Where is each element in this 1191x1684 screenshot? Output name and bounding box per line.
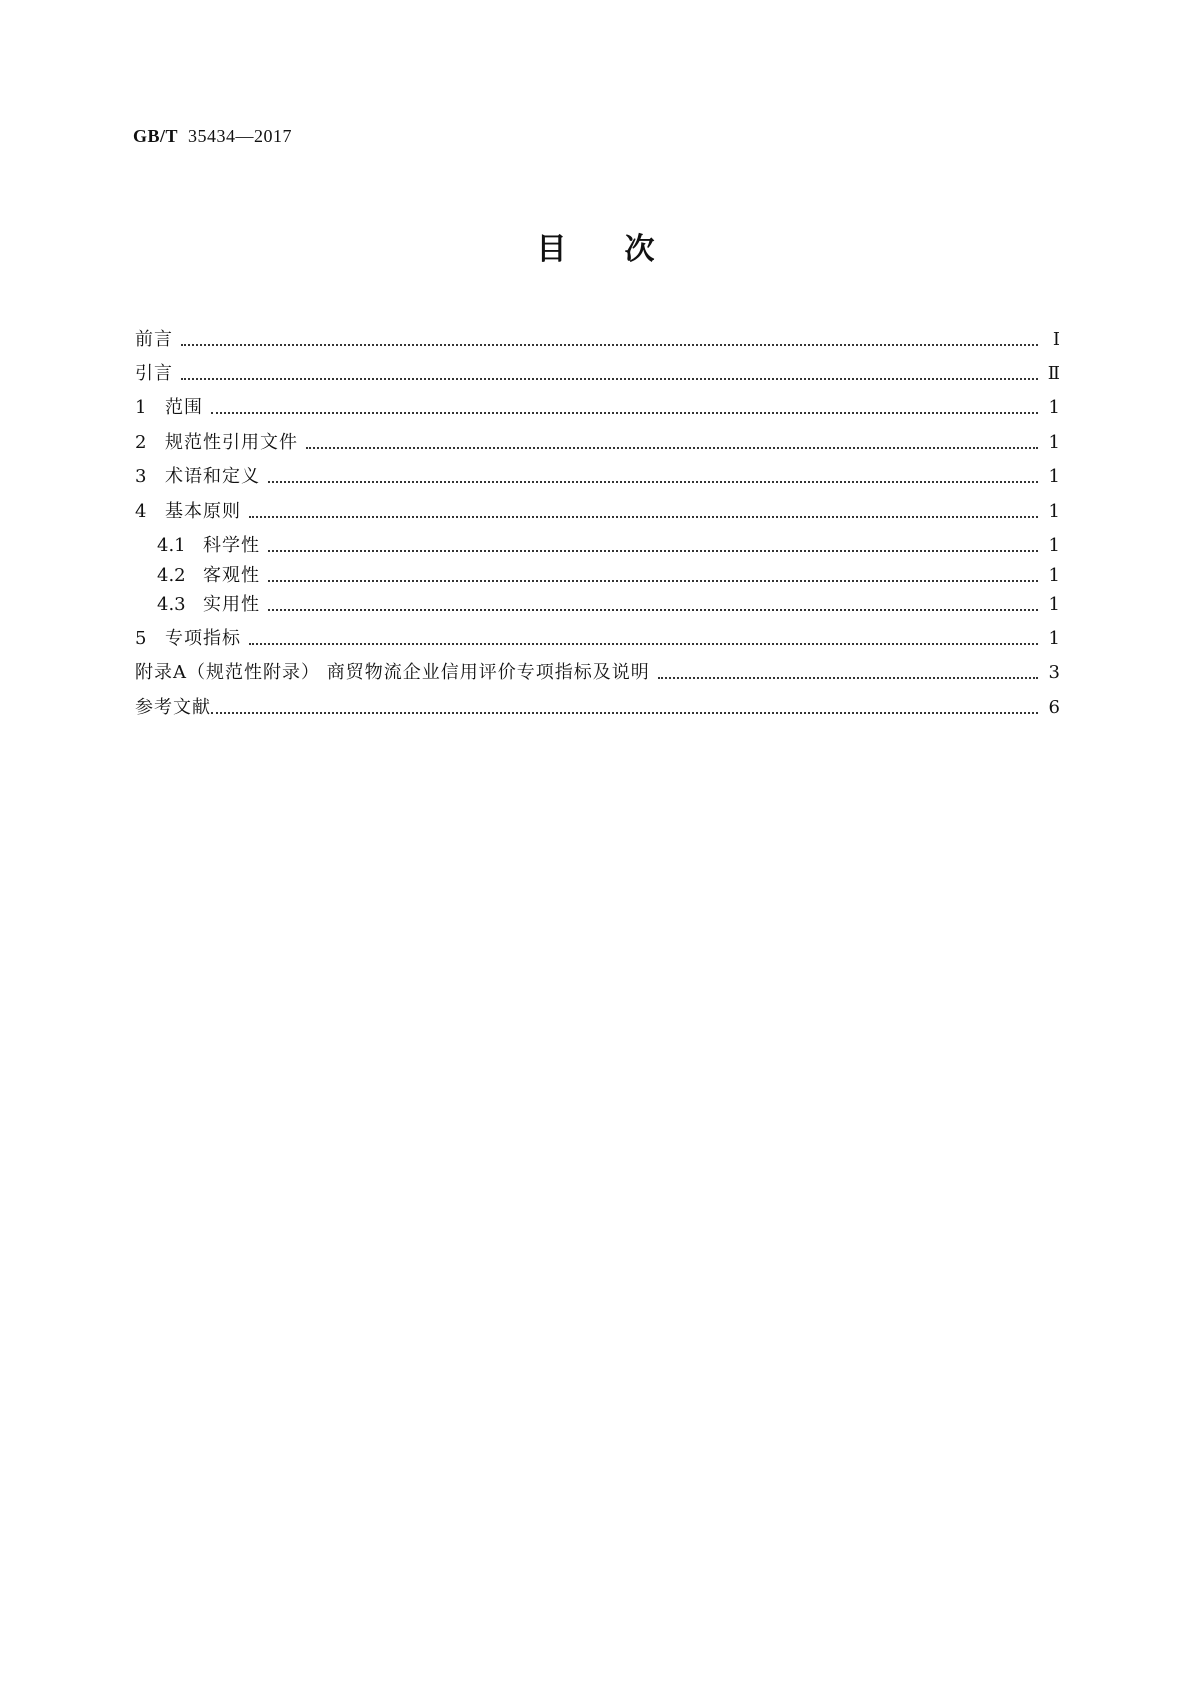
- toc-entry-number: 4.3: [157, 594, 186, 615]
- dot-leader: [306, 428, 1038, 458]
- toc-entry-annex-a[interactable]: [135, 658, 1060, 688]
- dot-leader: [268, 462, 1038, 492]
- toc-entry-number: 4.1: [157, 535, 186, 556]
- toc-entry-number: 5: [135, 628, 147, 649]
- dot-leader: [181, 325, 1038, 355]
- toc-entry-text: 前言: [135, 329, 173, 350]
- toc-entry-text: 规范性引用文件: [165, 432, 298, 453]
- document-code: [133, 126, 292, 147]
- toc-entry-page: 1: [1048, 594, 1060, 615]
- toc-entry-text: 实用性: [203, 594, 260, 615]
- toc-entry-page: 1: [1048, 397, 1060, 418]
- toc-entry-number: 1: [135, 397, 147, 418]
- toc-entry-terms-definitions[interactable]: [135, 462, 1060, 492]
- toc-entry-page: 6: [1048, 697, 1060, 718]
- toc-entry-objective[interactable]: [135, 561, 1060, 591]
- toc-entry-number: 2: [135, 432, 147, 453]
- toc-entry-page: Ⅱ: [1047, 363, 1060, 384]
- toc-entry-text: 范围: [165, 397, 203, 418]
- toc-entry-number: 4: [135, 501, 147, 522]
- dot-leader: [211, 693, 1038, 723]
- toc-entry-page: 1: [1048, 501, 1060, 522]
- toc-entry-number: 3: [135, 466, 147, 487]
- toc-entry-basic-principles[interactable]: [135, 497, 1060, 527]
- document-code-number: 35434—2017: [188, 126, 293, 146]
- dot-leader: [249, 624, 1038, 654]
- dot-leader: [268, 590, 1038, 620]
- toc-entry-page: 1: [1048, 628, 1060, 649]
- toc-entry-text: 基本原则: [165, 501, 241, 522]
- toc-entry-scope[interactable]: [135, 393, 1060, 423]
- dot-leader: [211, 393, 1038, 423]
- toc-entry-special-indicators[interactable]: [135, 624, 1060, 654]
- toc-entry-text: 参考文献: [135, 697, 211, 718]
- dot-leader: [658, 658, 1038, 688]
- toc-entry-practical[interactable]: [135, 590, 1060, 620]
- toc-entry-introduction[interactable]: [135, 359, 1060, 389]
- toc-entry-text: 客观性: [203, 565, 260, 586]
- toc-entry-text: 引言: [135, 363, 173, 384]
- dot-leader: [268, 561, 1038, 591]
- toc-entry-foreword[interactable]: [135, 325, 1060, 355]
- dot-leader: [268, 531, 1038, 561]
- dot-leader: [181, 359, 1038, 389]
- document-code-prefix: GB/T: [133, 126, 179, 146]
- toc-entry-text: 科学性: [203, 535, 260, 556]
- toc-entry-page: 1: [1048, 466, 1060, 487]
- toc-entry-page: 1: [1048, 432, 1060, 453]
- toc-entry-bibliography[interactable]: [135, 693, 1060, 723]
- dot-leader: [249, 497, 1038, 527]
- toc-entry-scientific[interactable]: [135, 531, 1060, 561]
- toc-entry-text: 附录A（规范性附录） 商贸物流企业信用评价专项指标及说明: [135, 662, 650, 683]
- toc-entry-page: 1: [1048, 565, 1060, 586]
- toc-entry-page: 3: [1048, 662, 1060, 683]
- toc-entry-page: Ⅰ: [1052, 329, 1060, 350]
- toc-entry-text: 术语和定义: [165, 466, 260, 487]
- toc-entry-page: 1: [1048, 535, 1060, 556]
- toc-entry-text: 专项指标: [165, 628, 241, 649]
- toc-entry-number: 4.2: [157, 565, 186, 586]
- toc-entry-normative-references[interactable]: [135, 428, 1060, 458]
- toc-title: 目次: [536, 232, 713, 267]
